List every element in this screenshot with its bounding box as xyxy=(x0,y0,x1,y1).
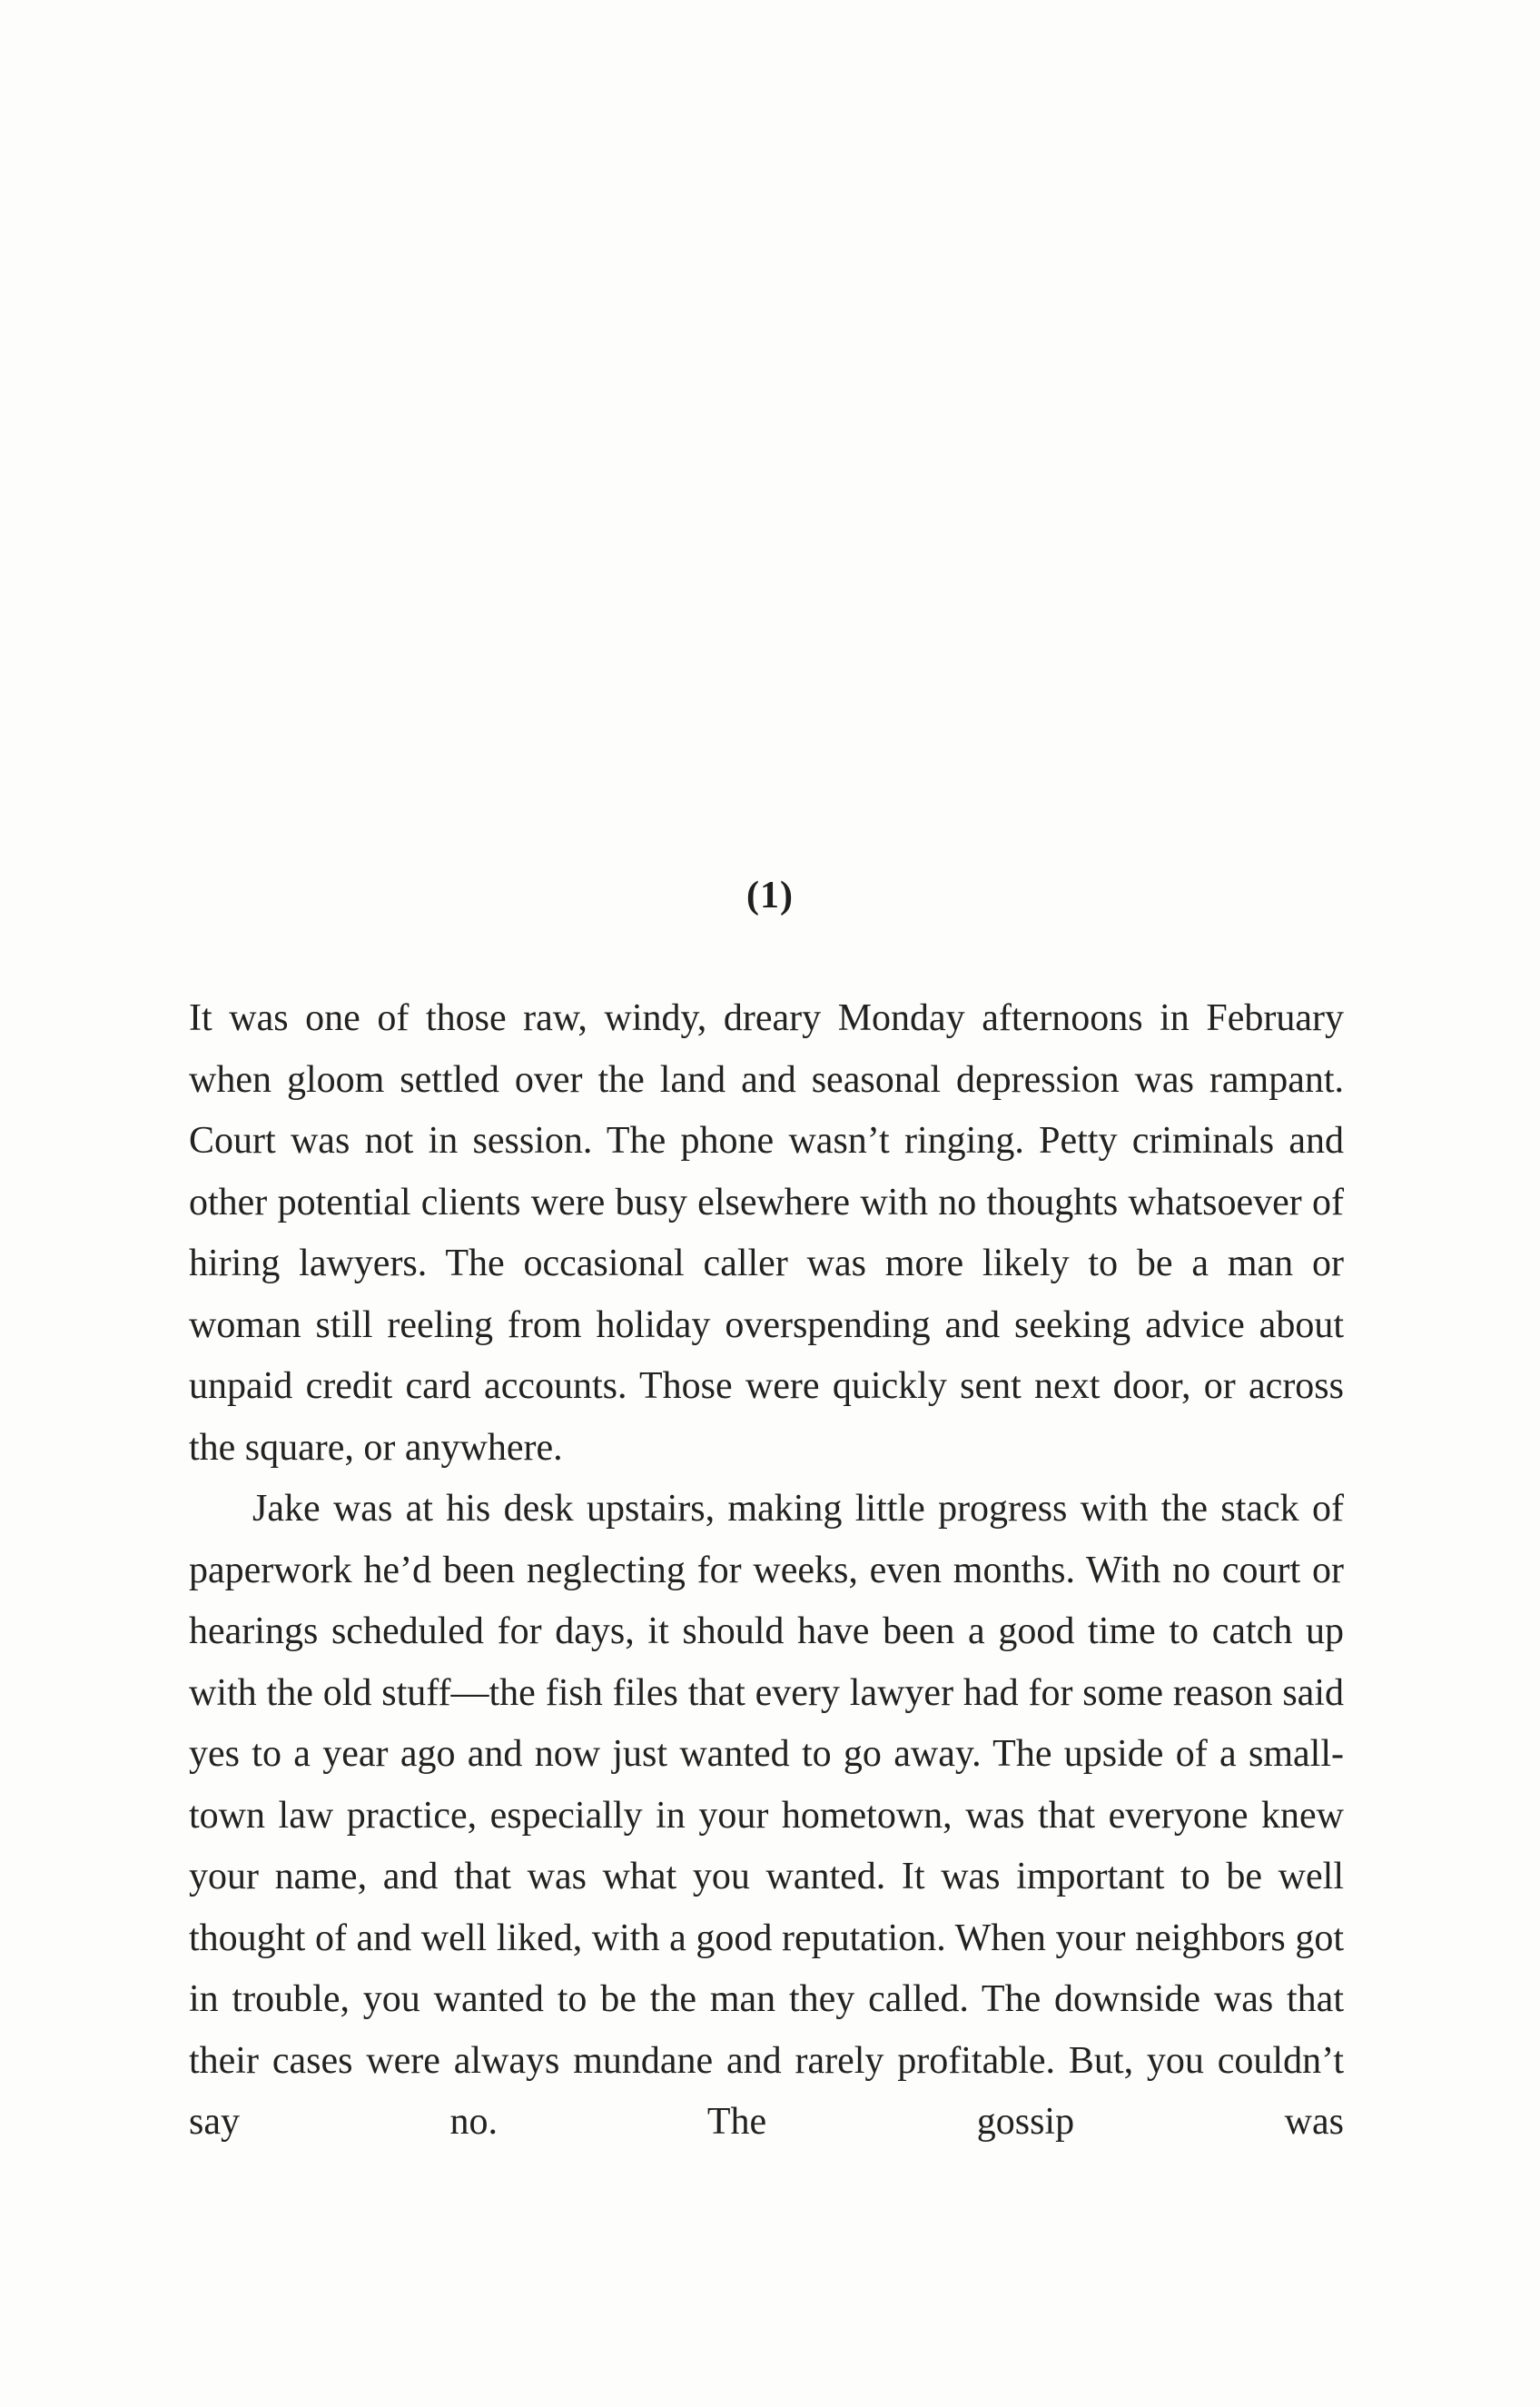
body-text xyxy=(189,988,1344,2154)
chapter-number: (1) xyxy=(746,875,794,916)
paragraph-2: Jake was at his desk upstairs, making little progress with the stack of paperwork he’d been neglecting for weeks, even months. With no court or hearings scheduled for days, it should have been a good time to catch up with the old stuff—the fish files that every lawyer had for some reason said yes to a year ago and now just wanted to go away. The upside of a small-town law practice, especially in your hometown, was that everyone knew your name, and that was what you wanted. It was important to be well thought of and well liked, with a good reputation. When your neighbors got in trouble, you wanted to be the man they called. The downside was that their cases were always mundane and rarely profitable. But, you couldn’t say no. The gossip was xyxy=(189,1488,1344,2143)
paragraph-1: It was one of those raw, windy, dreary Monday afternoons in February when gloom settled over the land and seasonal depression was rampant. Court was not in session. The phone wasn’t ringing. Petty criminals and other potential clients were busy elsewhere with no thoughts whatsoever of hiring lawyers. The occasional caller was more likely to be a man or woman still reeling from holiday overspending and seeking advice about unpaid credit card accounts. Those were quickly sent next door, or across the square, or anywhere. xyxy=(189,997,1344,1469)
